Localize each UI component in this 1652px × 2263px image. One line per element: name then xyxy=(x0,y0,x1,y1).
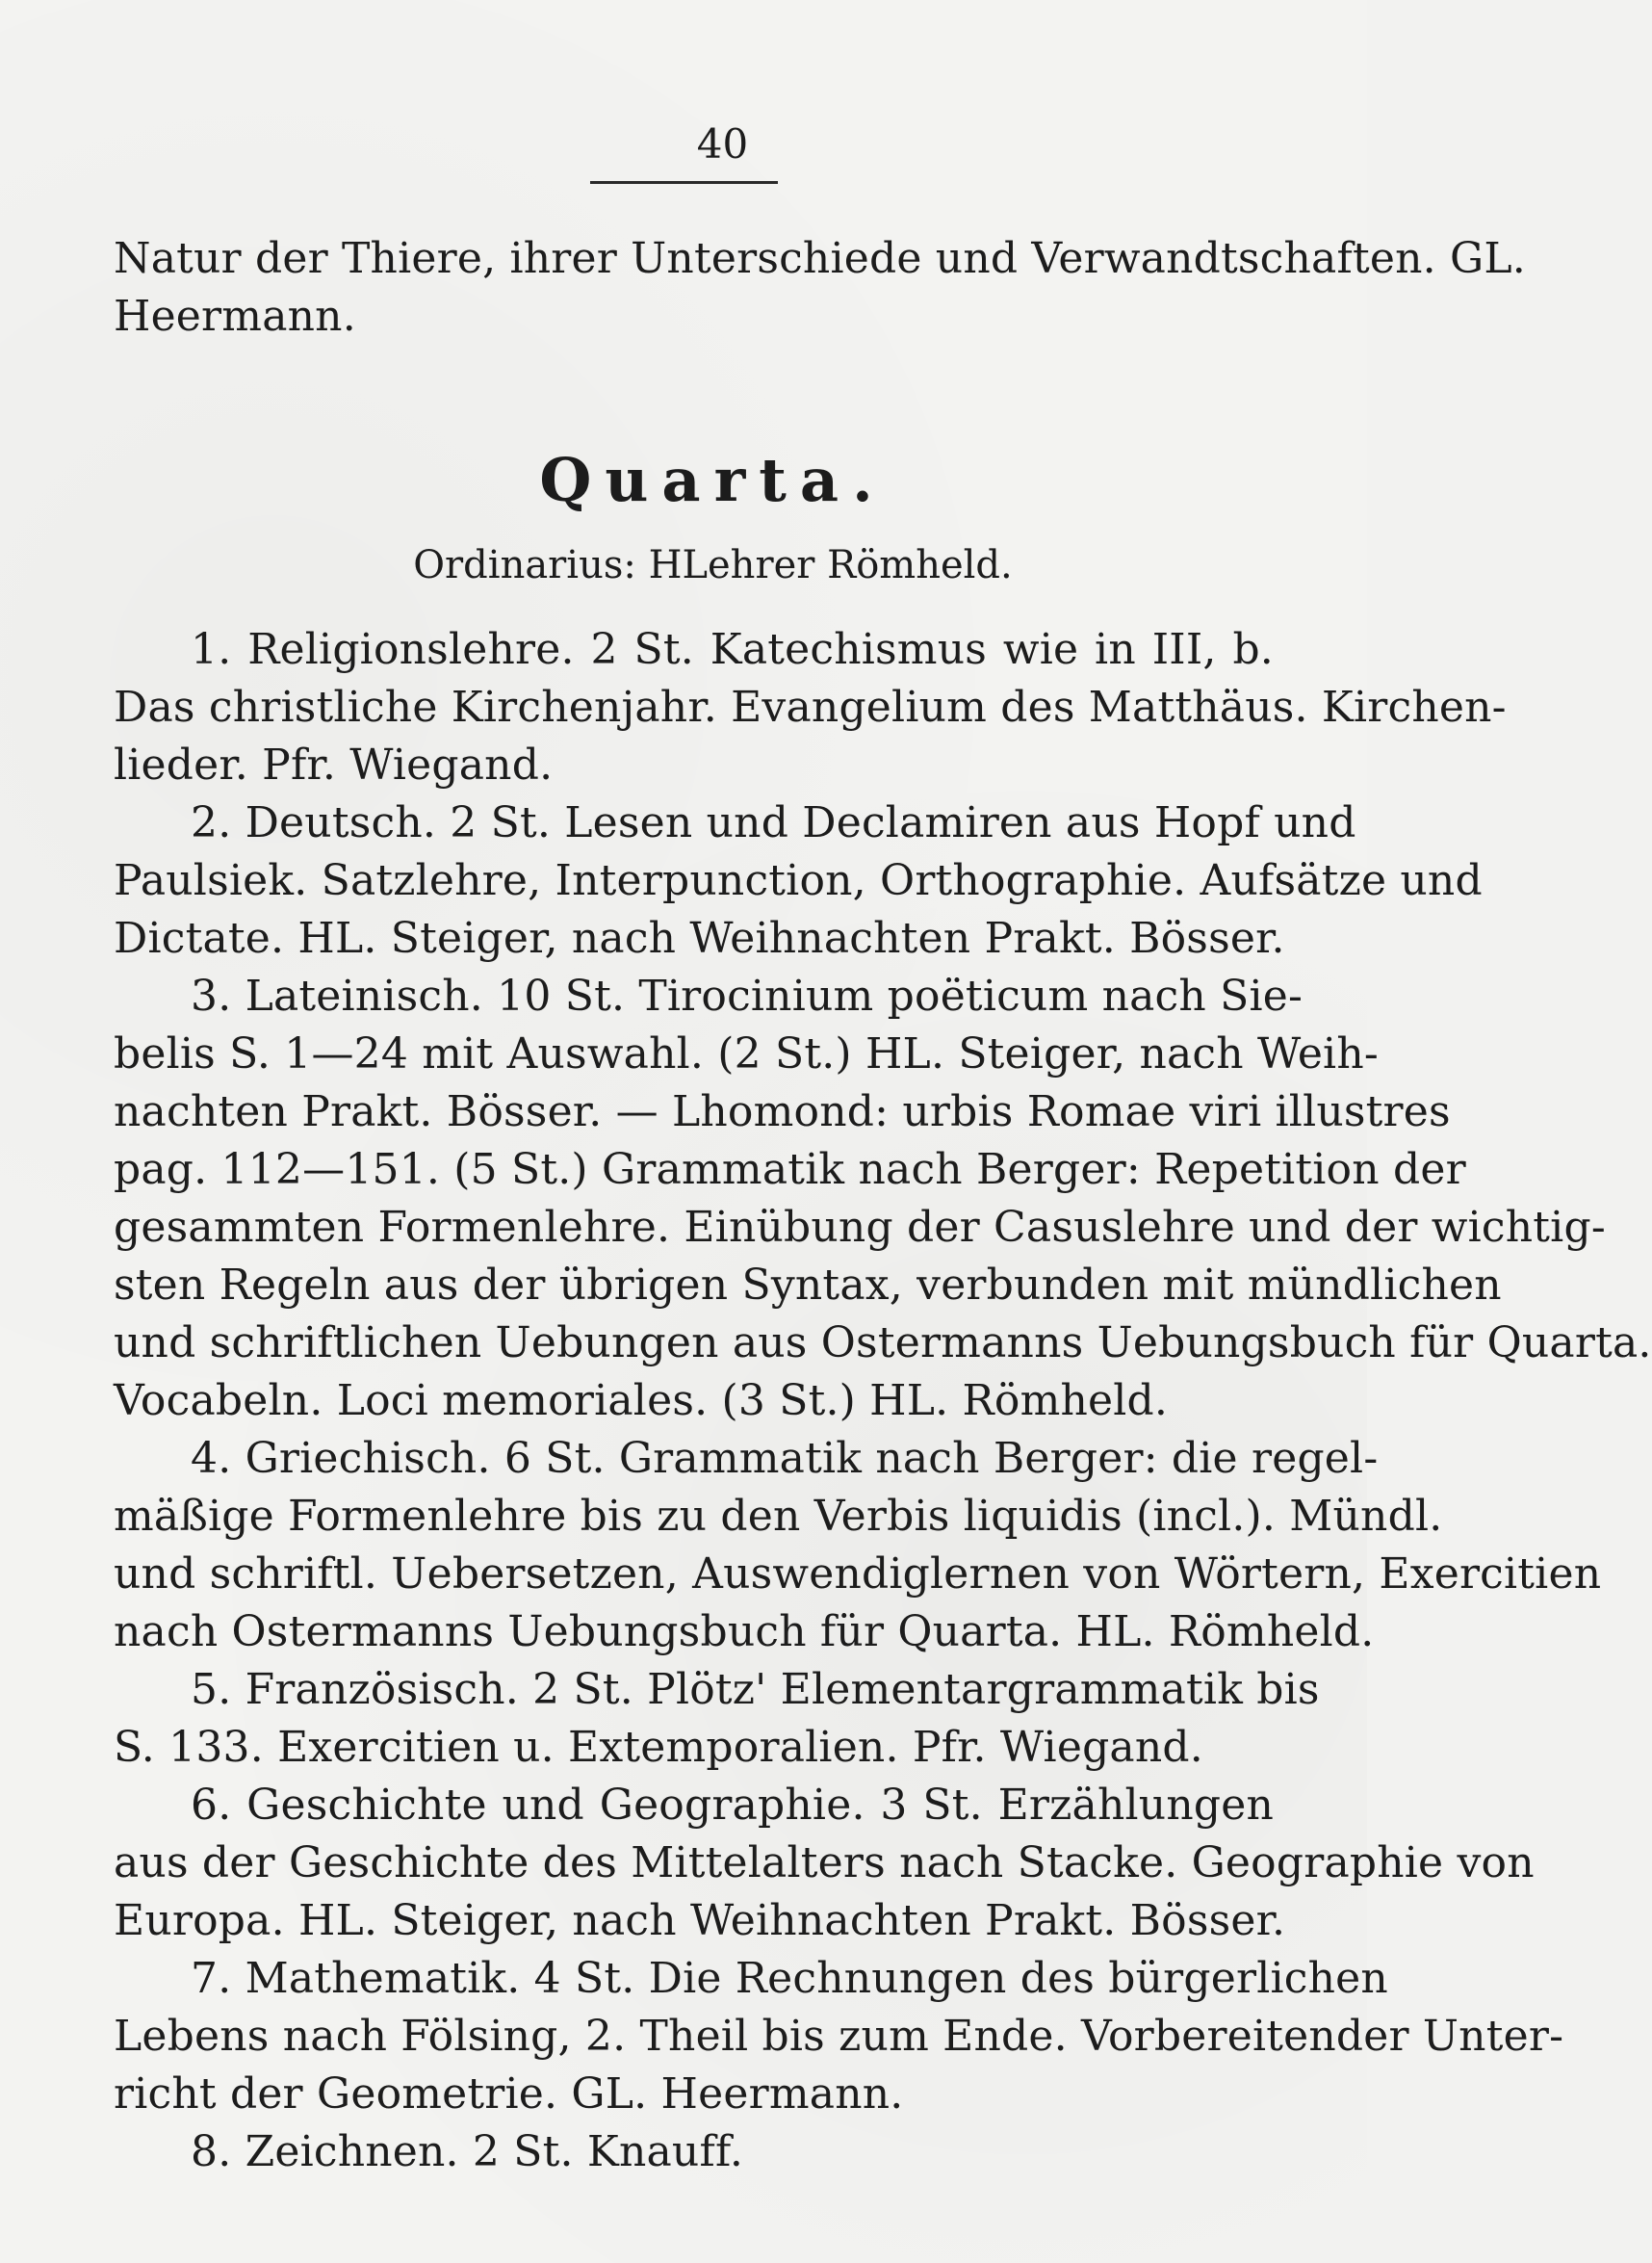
subject-line: nachten Prakt. Bösser. — Lhomond: urbis Romae viri illustres xyxy=(114,1087,1451,1136)
subject-line: 6. Geschichte und Geographie. 3 St. Erzählungen xyxy=(191,1781,1274,1830)
subject-line: Das christliche Kirchenjahr. Evangelium des Matthäus. Kirchen- xyxy=(114,683,1507,732)
subject-line: pag. 112—151. (5 St.) Grammatik nach Berger: Repetition der xyxy=(114,1145,1466,1194)
subject-line: Vocabeln. Loci memoriales. (3 St.) HL. Römheld. xyxy=(114,1376,1169,1425)
subject-line: Paulsiek. Satzlehre, Interpunction, Orthographie. Aufsätze und xyxy=(114,856,1483,905)
subject-line: 4. Griechisch. 6 St. Grammatik nach Berger: die regel- xyxy=(191,1434,1379,1483)
subject-line: sten Regeln aus der übrigen Syntax, verbunden mit mündlichen xyxy=(114,1261,1502,1310)
subject-line: 3. Lateinisch. 10 St. Tirocinium poëticum nach Sie- xyxy=(191,972,1304,1021)
subject-line: Europa. HL. Steiger, nach Weihnachten Prakt. Bösser. xyxy=(114,1896,1286,1945)
subject-line: lieder. Pfr. Wiegand. xyxy=(114,741,554,790)
page-number: 40 xyxy=(696,120,749,168)
intro-line: Natur der Thiere, ihrer Unterschiede und Verwandtschaften. GL. xyxy=(114,234,1526,283)
subject-line: gesammten Formenlehre. Einübung der Casuslehre und der wichtig- xyxy=(114,1203,1606,1252)
page-content xyxy=(114,116,1652,2181)
subject-line: S. 133. Exercitien u. Extemporalien. Pfr. Wiegand. xyxy=(114,1723,1203,1772)
subject-line: belis S. 1—24 mit Auswahl. (2 St.) HL. Steiger, nach Weih- xyxy=(114,1029,1379,1079)
subject-line: 2. Deutsch. 2 St. Lesen und Declamiren aus Hopf und xyxy=(191,798,1356,847)
subject-line: Dictate. HL. Steiger, nach Weihnachten Prakt. Bösser. xyxy=(114,914,1285,963)
section-title: Quarta. xyxy=(539,445,887,515)
intro-line: Heermann. xyxy=(114,292,356,341)
subject-line: und schriftl. Uebersetzen, Auswendiglernen von Wörtern, Exercitien xyxy=(114,1549,1602,1599)
subject-line: aus der Geschichte des Mittelalters nach Stacke. Geographie von xyxy=(114,1838,1535,1887)
page-number-rule xyxy=(590,181,778,184)
subject-line: richt der Geometrie. GL. Heermann. xyxy=(114,2069,904,2119)
subject-line: 7. Mathematik. 4 St. Die Rechnungen des bürgerlichen xyxy=(191,1954,1388,2003)
subject-line: mäßige Formenlehre bis zu den Verbis liquidis (incl.). Mündl. xyxy=(114,1492,1443,1541)
subject-line: 1. Religionslehre. 2 St. Katechismus wie in III, b. xyxy=(191,625,1274,674)
subject-line: 5. Französisch. 2 St. Plötz' Elementargrammatik bis xyxy=(191,1665,1320,1714)
subject-line: Lebens nach Fölsing, 2. Theil bis zum Ende. Vorbereitender Unter- xyxy=(114,2012,1564,2061)
subject-line: nach Ostermanns Uebungsbuch für Quarta. HL. Römheld. xyxy=(114,1607,1375,1656)
subject-line: 8. Zeichnen. 2 St. Knauff. xyxy=(191,2127,744,2176)
ordinarius-line: Ordinarius: HLehrer Römheld. xyxy=(413,543,1013,587)
subject-line: und schriftlichen Uebungen aus Ostermanns Uebungsbuch für Quarta. xyxy=(114,1318,1652,1367)
